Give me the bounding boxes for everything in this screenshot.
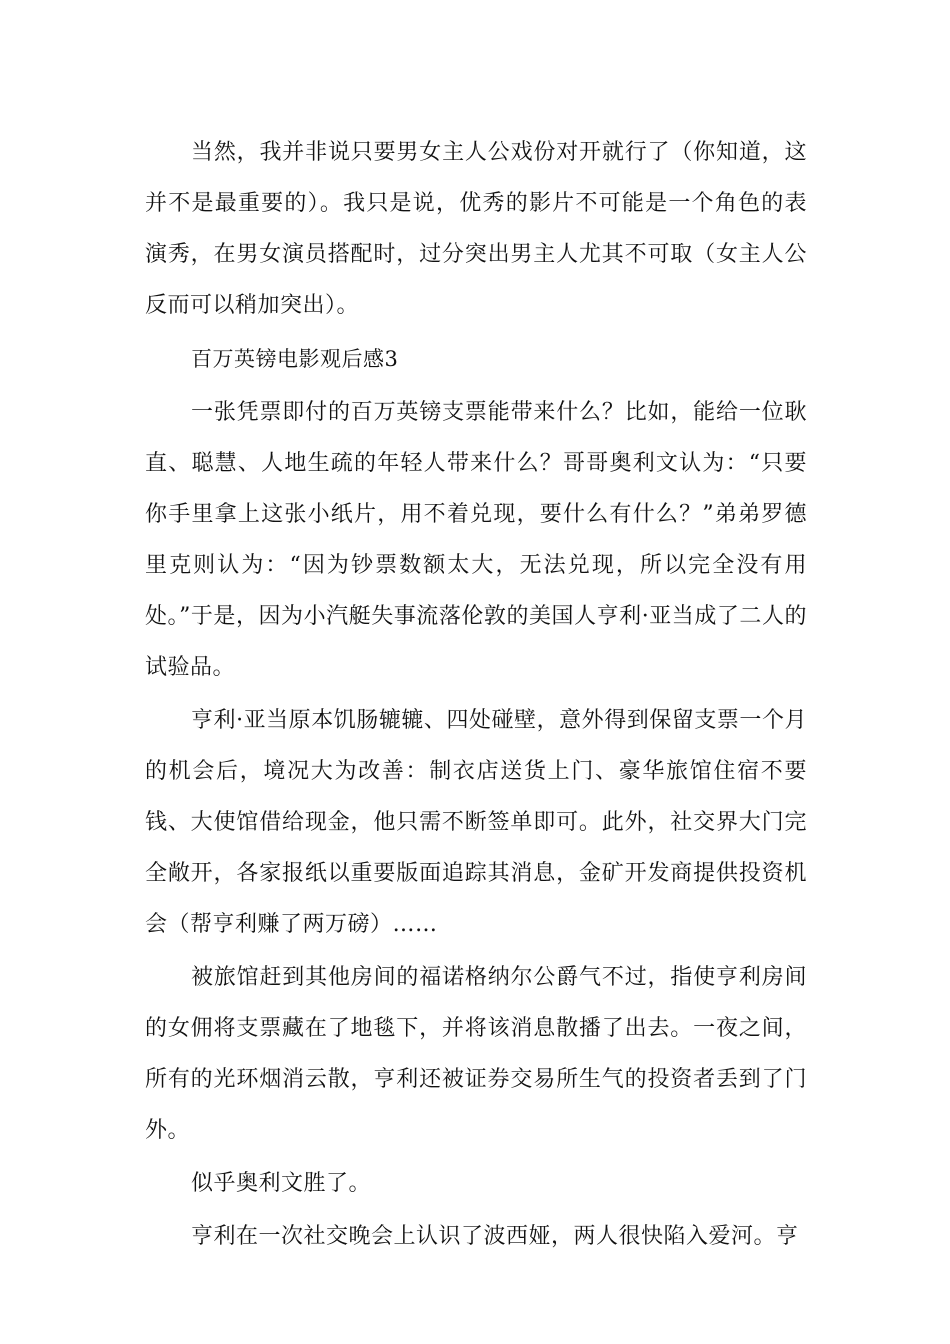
section-heading-review-3: 百万英镑电影观后感3 bbox=[191, 347, 399, 371]
document-page bbox=[145, 127, 807, 1262]
paragraph-oliver-wins: 似乎奥利文胜了。 bbox=[191, 1171, 372, 1196]
paragraph-portia-meeting: 亨利在一次社交晚会上认识了波西娅，两人很快陷入爱河。亨 bbox=[191, 1224, 799, 1249]
paragraph-roles-balance: 当然，我并非说只要男女主人公戏份对开就行了（你知道，这并不是最重要的）。我只是说，优秀的影片不可能是一个角色的表演秀，在男女演员搭配时，过分突出男主人尤其不可取（女主人公反而可以稍加突出）。 bbox=[145, 140, 807, 318]
paragraph-banknote-question: 一张凭票即付的百万英镑支票能带来什么？比如，能给一位耿直、聪慧、人地生疏的年轻人带来什么？哥哥奥利文认为：“只要你手里拿上这张小纸片，用不着兑现，要什么有什么？”弟弟罗德里克则认为：“因为钞票数额太大，无法兑现，所以完全没有用处。”于是，因为小汽艇失事流落伦敦的美国人亨利·亚当成了二人的试验品。 bbox=[145, 400, 807, 680]
paragraph-henry-fortune: 亨利·亚当原本饥肠辘辘、四处碰壁，意外得到保留支票一个月的机会后，境况大为改善：制衣店送货上门、豪华旅馆住宿不要钱、大使馆借给现金，他只需不断签单即可。此外，社交界大门完全敞开，各家报纸以重要版面追踪其消息，金矿开发商提供投资机会（帮亨利赚了两万磅）…… bbox=[145, 708, 807, 937]
paragraph-duke-revenge: 被旅馆赶到其他房间的福诺格纳尔公爵气不过，指使亨利房间的女佣将支票藏在了地毯下，并将该消息散播了出去。一夜之间，所有的光环烟消云散，亨利还被证券交易所生气的投资者丢到了门外。 bbox=[145, 965, 807, 1143]
